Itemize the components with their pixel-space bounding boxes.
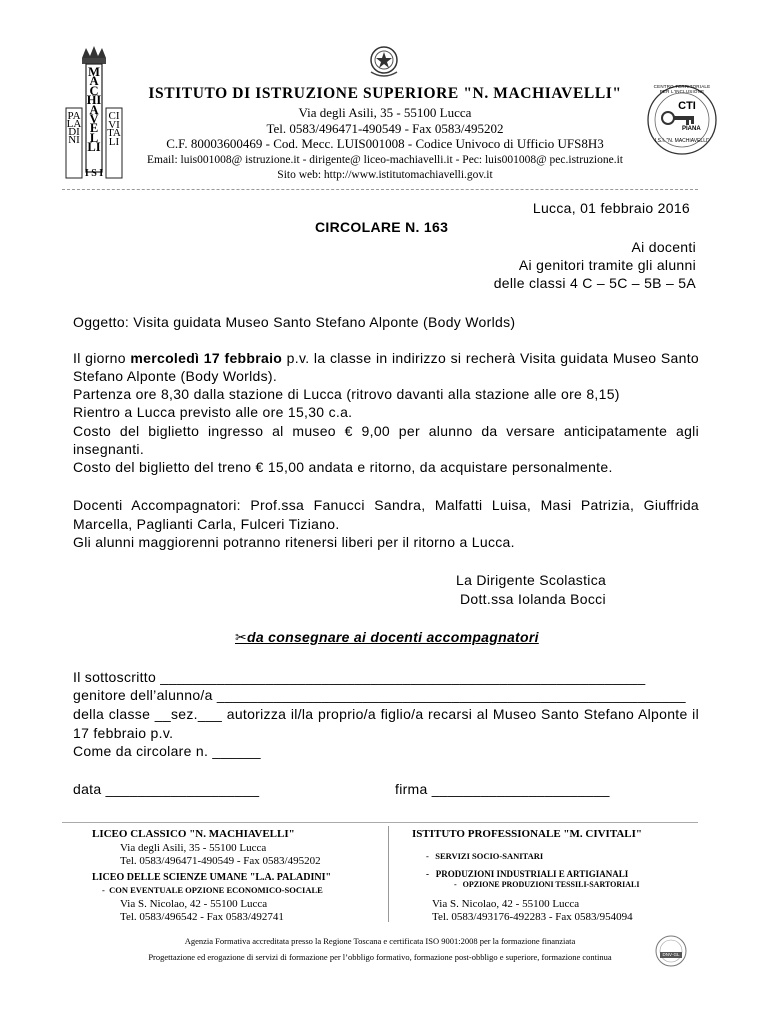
- footer-scienze-umane-title: LICEO DELLE SCIENZE UMANE "L.A. PALADINI": [92, 872, 332, 883]
- footer-civitali-phone: Tel. 0583/493176-492283 - Fax 0583/954094: [432, 911, 633, 923]
- footer-column-separator: [388, 826, 389, 922]
- place-date: Lucca, 01 febbraio 2016: [532, 200, 690, 216]
- footer-divider: [62, 822, 698, 823]
- form-line-circolare: Come da circolare n. ______: [73, 743, 261, 759]
- school-crest-logo: [64, 44, 124, 180]
- school-codes: C.F. 80003600469 - Cod. Mecc. LUIS001008 - Codice Univoco di Ufficio UFS8H3: [166, 136, 604, 151]
- circolare-number: CIRCOLARE N. 163: [315, 219, 449, 235]
- cti-bottom-text: I.S.I. "N. MACHIAVELLI": [654, 138, 710, 144]
- paragraph-costo-museo: Costo del biglietto ingresso al museo € 9,00 per alunno da versare anticipatamente agli insegnanti.: [73, 423, 699, 457]
- signature-title: La Dirigente Scolastica: [456, 572, 607, 588]
- paragraph-docenti: Docenti Accompagnatori: Prof.ssa Fanucci Sandra, Malfatti Luisa, Masi Patrizia, Giuffrida Marcella, Paglianti Carla, Fulceri Tiziano.: [73, 497, 699, 532]
- logo-right-letters: CIVITALI: [107, 110, 121, 148]
- giorno-post: p.v. la classe in indirizzo si recherà Visita guidata Museo Santo Stefano Alponte (Body Worlds).: [73, 350, 699, 384]
- logo-center-letters: MACHIAVELLI: [86, 65, 102, 155]
- subject-line: Oggetto: Visita guidata Museo Santo Stefano Alponte (Body Worlds): [73, 314, 516, 330]
- form-data-field: data ___________________: [73, 781, 260, 797]
- logo-bottom-letters: I S I: [84, 168, 104, 179]
- form-line-genitore: genitore dell’alunno/a __________________________________________________________: [73, 687, 686, 703]
- footer-civitali-item-2-text: PRODUZIONI INDUSTRIALI E ARTIGIANALI: [435, 869, 629, 879]
- footer-civitali-item-1-text: SERVIZI SOCIO-SANITARI: [435, 851, 544, 861]
- footer-civitali-item-2: - PRODUZIONI INDUSTRIALI E ARTIGIANALI: [426, 869, 629, 879]
- cti-logo: [644, 82, 720, 158]
- cutoff-title-text: da consegnare ai docenti accompagnatori: [247, 629, 539, 645]
- recipient-line-1: Ai docenti: [631, 239, 696, 255]
- cti-key-text: CTI: [678, 100, 696, 112]
- school-name: ISTITUTO DI ISTRUZIONE SUPERIORE "N. MACHIAVELLI": [148, 85, 622, 102]
- footer-liceo-classico-address: Via degli Asili, 35 - 55100 Lucca: [120, 842, 267, 854]
- footer-liceo-classico-phone: Tel. 0583/496471-490549 - Fax 0583/495202: [120, 855, 321, 867]
- school-phone: Tel. 0583/496471-490549 - Fax 0583/495202: [266, 121, 504, 136]
- footer-civitali-item-3: - OPZIONE PRODUZIONI TESSILI-SARTORIALI: [454, 880, 640, 889]
- school-address: Via degli Asili, 35 - 55100 Lucca: [298, 105, 472, 120]
- footer-civitali-title: ISTITUTO PROFESSIONALE "M. CIVITALI": [412, 828, 643, 840]
- form-line-sottoscritto: Il sottoscritto ____________________________________________________________: [73, 669, 646, 685]
- footer-agenzia-text: Agenzia Formativa accreditata presso la Regione Toscana e certificata ISO 9001:2008 per la formazione finanziata: [184, 936, 576, 946]
- school-website: Sito web: http://www.istitutomachiavelli.gov.it: [277, 169, 493, 181]
- paragraph-rientro: Rientro a Lucca previsto alle ore 15,30 c.a.: [73, 404, 353, 420]
- signature-name: Dott.ssa Iolanda Bocci: [460, 591, 606, 607]
- footer-scienze-umane-option-text: CON EVENTUALE OPZIONE ECONOMICO-SOCIALE: [109, 885, 323, 895]
- footer-progettazione-text: Progettazione ed erogazione di servizi di formazione per l’obbligo formativo, formazione post-obbligo e superiore, formazione continua: [148, 952, 612, 962]
- italian-republic-emblem-icon: [367, 44, 401, 80]
- giorno-pre: Il giorno: [73, 350, 131, 366]
- footer-scienze-umane-option: - CON EVENTUALE OPZIONE ECONOMICO-SOCIALE: [102, 885, 323, 895]
- recipient-line-2: Ai genitori tramite gli alunni: [518, 257, 696, 273]
- cutoff-title: [235, 629, 539, 646]
- school-emails: Email: luis001008@ istruzione.it - dirigente@ liceo-machiavelli.it - Pec: luis001008@ pec.istruzione.it: [146, 154, 623, 166]
- certification-logo: [654, 934, 688, 968]
- form-firma-field: firma ______________________: [395, 781, 610, 797]
- footer-liceo-classico-title: LICEO CLASSICO "N. MACHIAVELLI": [92, 828, 295, 840]
- giorno-date: mercoledì 17 febbraio: [130, 350, 283, 366]
- paragraph-partenza: Partenza ore 8,30 dalla stazione di Lucca (ritrovo davanti alla stazione alle ore 8,15): [73, 386, 620, 402]
- footer-civitali-item-1: - SERVIZI SOCIO-SANITARI: [426, 851, 544, 861]
- header-divider: [62, 189, 698, 190]
- scissors-icon: ✂: [235, 630, 248, 646]
- recipient-line-3: delle classi 4 C – 5C – 5B – 5A: [493, 275, 696, 291]
- paragraph-giorno: [73, 349, 699, 385]
- footer-scienze-umane-address: Via S. Nicolao, 42 - 55100 Lucca: [120, 898, 268, 910]
- footer-civitali-item-3-text: OPZIONE PRODUZIONI TESSILI-SARTORIALI: [462, 880, 640, 889]
- logo-left-letters: PALADINI: [66, 110, 82, 146]
- footer-scienze-umane-phone: Tel. 0583/496542 - Fax 0583/492741: [120, 911, 284, 923]
- certification-mark: DNV·GL: [662, 952, 680, 957]
- cti-ring-text: CENTRO TERRITORIALE PER L'INCLUSIONE: [653, 84, 711, 94]
- cti-piana-text: PIANA: [682, 126, 701, 132]
- form-line-classe: della classe __sez.___ autorizza il/la proprio/a figlio/a recarsi al Museo Santo Stefano Alponte il 17 febbraio p.v.: [73, 706, 699, 741]
- paragraph-maggiorenni: Gli alunni maggiorenni potranno ritenersi liberi per il ritorno a Lucca.: [73, 534, 515, 550]
- footer-civitali-address: Via S. Nicolao, 42 - 55100 Lucca: [432, 898, 580, 910]
- paragraph-costo-treno: Costo del biglietto del treno € 15,00 andata e ritorno, da acquistare personalmente.: [73, 459, 613, 475]
